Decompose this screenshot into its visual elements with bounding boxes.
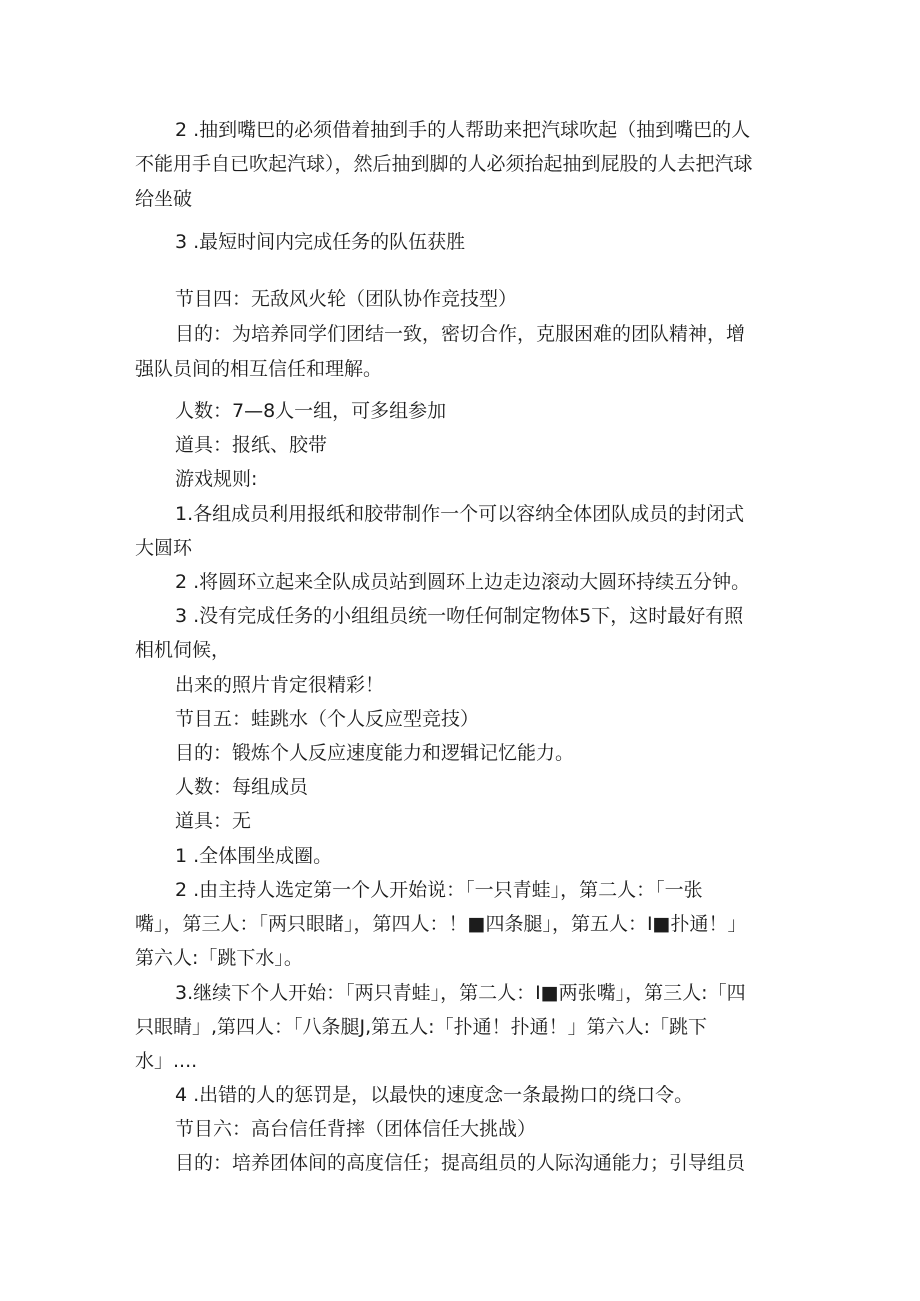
text-line: 给坐破	[135, 188, 193, 210]
text-line: 嘴」，第三人：「两只眼睹」，第四人：！■四条腿」，第五人：I■扑通！」	[135, 913, 747, 935]
text-line: 4 .出错的人的惩罚是，以最快的速度念一条最拗口的绕口令。	[175, 1084, 694, 1106]
text-line: 道具：报纸、胶带	[175, 434, 328, 456]
text-line: 只眼睛」,第四人：「八条腿J,第五人:「扑通！扑通！」第六人:「跳下	[135, 1016, 707, 1038]
text-line: 目的：培养团体间的高度信任；提高组员的人际沟通能力；引导组员	[175, 1152, 746, 1174]
text-line: 2 .抽到嘴巴的必须借着抽到手的人帮助来把汽球吹起（抽到嘴巴的人	[175, 119, 751, 141]
text-line: 出来的照片肯定很精彩！	[175, 674, 385, 696]
text-line: 道具：无	[175, 810, 252, 832]
text-line: 水」....	[135, 1050, 198, 1072]
section-heading: 节目五：蛙跳水（个人反应型竞技）	[175, 708, 480, 730]
text-line: 1.各组成员利用报纸和胶带制作一个可以容纳全体团队成员的封闭式	[175, 503, 745, 525]
text-line: 2 .由主持人选定第一个人开始说：「一只青蛙」，第二人：「一张	[175, 879, 703, 901]
section-heading: 节目六：高台信任背摔（团体信任大挑战）	[175, 1118, 537, 1140]
text-line: 第六人:「跳下水」。	[135, 947, 303, 969]
text-line: 相机伺候，	[135, 639, 231, 661]
text-line: 人数：每组成员	[175, 776, 309, 798]
text-line: 3 .没有完成任务的小组组员统一吻任何制定物体5下，这时最好有照	[175, 605, 744, 627]
text-line: 3 .最短时间内完成任务的队伍获胜	[175, 231, 466, 253]
text-line: 目的：锻炼个人反应速度能力和逻辑记忆能力。	[175, 742, 575, 764]
text-line: 大圆环	[135, 537, 193, 559]
section-heading: 节目四：无敌风火轮（团队协作竞技型）	[175, 288, 518, 310]
text-line: 强队员间的相互信任和理解。	[135, 358, 383, 380]
text-line: 不能用手自已吹起汽球），然后抽到脚的人必须抬起抽到屁股的人去把汽球	[135, 153, 753, 175]
text-line: 游戏规则:	[175, 468, 258, 490]
text-line: 1 .全体围坐成圈。	[175, 845, 333, 867]
text-line: 3.继续下个人开始：「两只青蛙」，第二人：I■两张嘴」，第三人:「四	[175, 982, 746, 1004]
text-line: 2 .将圆环立起来全队成员站到圆环上边走边滚动大圆环持续五分钟。	[175, 571, 751, 593]
text-line: 目的：为培养同学们团结一致，密切合作，克服困难的团队精神，增	[175, 323, 746, 345]
text-line: 人数：7—8人一组，可多组参加	[175, 400, 447, 422]
